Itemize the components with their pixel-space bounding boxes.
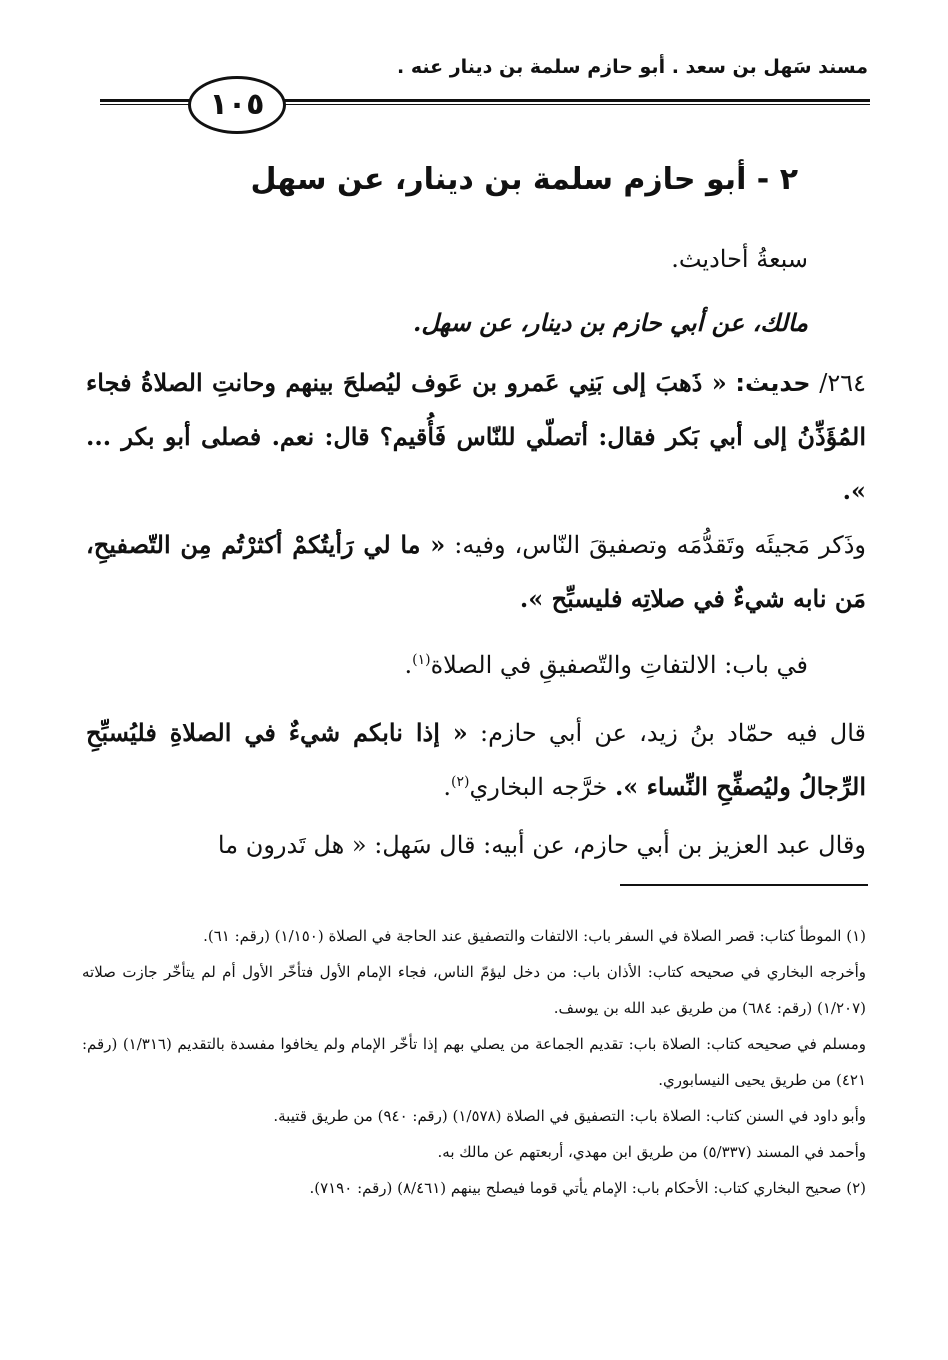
paragraph-2-lead: وذَكر مَجيئَه وتَقدُّمَه وتصفيقَ النّاس، وفيه: [454,531,866,559]
paragraph-3-end: . [404,651,413,679]
hadith-text: « ذَهبَ إلى بَنِي عَمرو بن عَوف ليُصلحَ بينهم وحانتِ الصلاةُ فجاء المُؤَذِّنُ إلى أبي بَكر فقال: أتصلّي للنّاس فَأُقيم؟ قال: نعم. فصلى أبو بكر ... ». [86,368,866,505]
footnote-ref-2[interactable]: (٢) [451,774,470,790]
paragraph-4-quote: « إذا نابكم شيءٌ في الصلاةِ فليُسبِّحِ الرِّجالُ وليُصفِّحِ النِّساء ». [86,718,866,801]
isnad-line: مالك، عن أبي حازم بن دينار، عن سهل. [413,308,808,337]
intro-paragraph: سبعةُ أحاديث. [671,245,808,273]
hadith-paragraph [86,356,866,518]
chapter-title: ٢ - أبو حازم سلمة بن دينار، عن سهل [250,162,798,197]
paragraph-3 [88,638,808,692]
footnote-1: (١) الموطأ كتاب: قصر الصلاة في السفر باب: الالتفات والتصفيق عند الحاجة في الصلاة (١/١٥٠) (رقم: ٦١). [203,927,866,945]
footnotes-section [82,918,866,1206]
hadith-number: ٢٦٤/ [819,369,866,397]
footnote-1-ahmad: وأحمد في المسند (٥/٣٣٧) من طريق ابن مهدي، أربعتهم عن مالك به. [437,1143,866,1161]
paragraph-3-text: في باب: الالتفاتِ والتّصفيقِ في الصلاة [430,651,808,679]
paragraph-5: وقال عبد العزيز بن أبي حازم، عن أبيه: قال سَهل: « هل تَدرون ما [217,831,866,859]
paragraph-4-lead: قال فيه حمّاد بنُ زيد، عن أبي حازم: [479,719,867,747]
footnote-1-muslim: ومسلم في صحيحه كتاب: الصلاة باب: تقديم الجماعة من يصلي بهم إذا تأخّر الإمام ولم يخافوا مفسدة بالتقديم (١/٣١٦) (رقم: ٤٢١) من طريق يحيى النيسابوري. [82,1035,866,1089]
paragraph-4 [86,706,866,814]
footnote-2: (٢) صحيح البخاري كتاب: الأحكام باب: الإمام يأتي قوما فيصلح بينهم (٨/٤٦١) (رقم: ٧١٩٠). [309,1179,866,1197]
hadith-label: حديث: [735,369,811,397]
footnote-separator [620,884,868,886]
paragraph-2 [86,518,866,626]
footnote-ref-1[interactable]: (١) [412,652,431,668]
page-number: ١٠٥ [188,76,286,134]
footnote-1-bukhari: وأخرجه البخاري في صحيحه كتاب: الأذان باب: من دخل ليؤمّ الناس، فجاء الإمام الأول فتأخّر الأول أم لم يتأخّر جازت صلاته (١/٢٠٧) (رقم: ٦٨٤) من طريق عبد الله بن يوسف. [82,963,866,1017]
paragraph-4-end: . [443,773,452,801]
paragraph-4-tail: خرَّجه البخاري [469,773,608,801]
running-header: مسند سَهل بن سعد . أبو حازم سلمة بن دينار عنه . [397,56,868,78]
footnote-1-abudawud: وأبو داود في السنن كتاب: الصلاة باب: التصفيق في الصلاة (١/٥٧٨) (رقم: ٩٤٠) من طريق قتيبة. [273,1107,866,1125]
paragraph-2-quote: « ما لي رَأيتُكمْ أكثرْتُم مِن التّصفيحِ، مَن نابه شيءٌ في صلاتِه فليسبِّح ». [86,530,866,613]
